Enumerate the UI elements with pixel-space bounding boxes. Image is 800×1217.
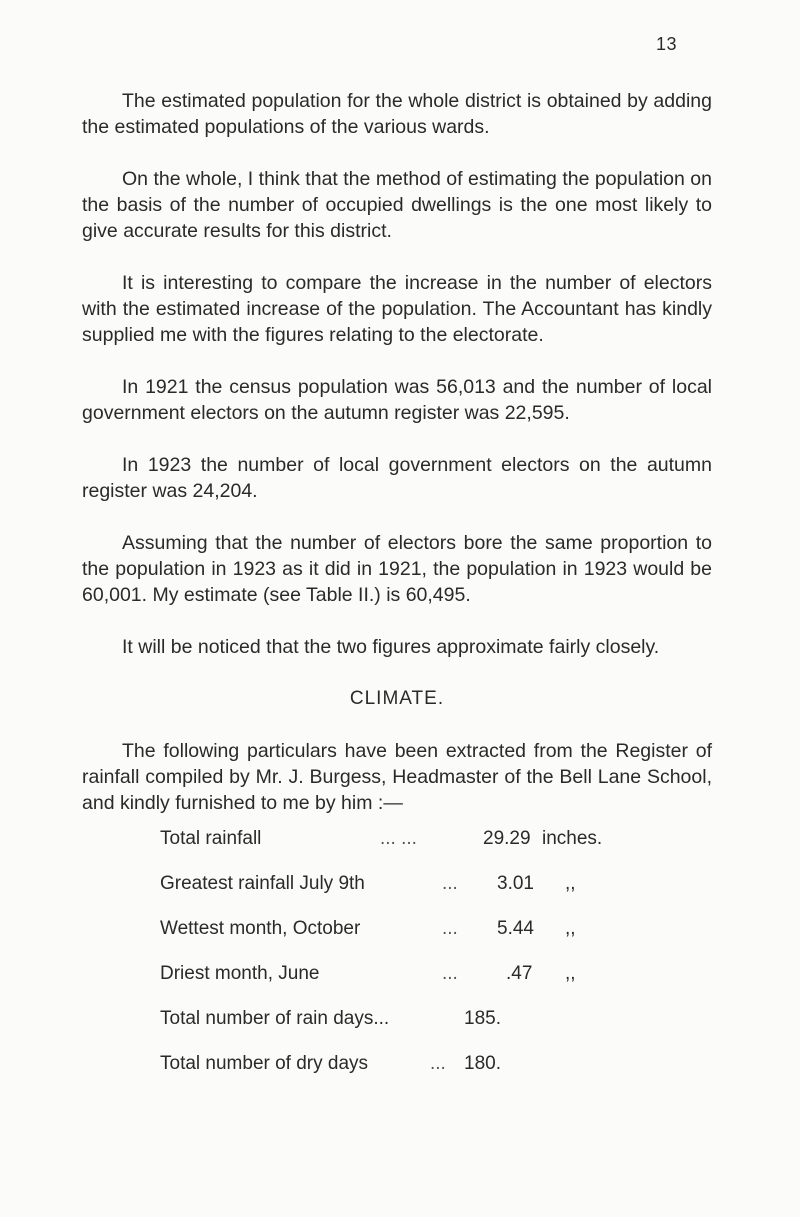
paragraph: On the whole, I think that the method of estimating the population on the basis of the number of occupied dwellings is the one most likely to give accurate results for this district. <box>82 168 712 242</box>
paragraph: The estimated population for the whole district is obtained by adding the estimated populations of the various wards. <box>82 90 712 138</box>
rainfall-unit: inches. <box>542 828 603 849</box>
climate-heading: CLIMATE. <box>349 688 445 709</box>
rainfall-unit: ,, <box>565 918 576 939</box>
page-number: 13 <box>656 34 678 54</box>
rainfall-unit: ,, <box>565 963 576 984</box>
rainfall-label: Greatest rainfall July 9th <box>160 873 365 894</box>
climate-intro: The following particulars have been extracted from the Register of rainfall compiled by Mr. J. Burgess, Headmaster of the Bell Lane School, and kindly furnished to me by him :— <box>82 740 712 814</box>
rainfall-label: Total rainfall <box>160 828 262 849</box>
leader-dots: ... <box>442 873 458 894</box>
document-body <box>82 88 712 842</box>
rainfall-value: 29.29 <box>483 828 531 849</box>
rainfall-value: 180. <box>464 1053 501 1074</box>
rainfall-value: 185. <box>464 1008 501 1029</box>
paragraph: It will be noticed that the two figures approximate fairly closely. <box>122 636 660 658</box>
leader-dots: ... <box>430 1053 446 1074</box>
paragraph: In 1923 the number of local government electors on the autumn register was 24,204. <box>82 454 712 502</box>
paragraph: In 1921 the census population was 56,013 and the number of local government electors on the autumn register was 22,595. <box>82 376 712 424</box>
paragraph: It is interesting to compare the increase in the number of electors with the estimated increase of the population. The Accountant has kindly supplied me with the figures relating to the electorate. <box>82 272 712 346</box>
rainfall-label: Total number of dry days <box>160 1053 369 1074</box>
rainfall-label: Driest month, June <box>160 963 320 984</box>
rainfall-value: 5.44 <box>497 918 534 939</box>
leader-dots: ... ... <box>380 828 417 849</box>
leader-dots: ... <box>442 918 458 939</box>
leader-dots: ... <box>442 963 458 984</box>
rainfall-label: Wettest month, October <box>160 918 361 939</box>
paragraph: Assuming that the number of electors bore the same proportion to the population in 1923 as it did in 1921, the population in 1923 would be 60,001. My estimate (see Table II.) is 60,495. <box>82 532 712 606</box>
rainfall-value: 3.01 <box>497 873 534 894</box>
rainfall-unit: ,, <box>565 873 576 894</box>
rainfall-value: .47 <box>506 963 533 984</box>
rainfall-label: Total number of rain days... <box>160 1008 390 1029</box>
